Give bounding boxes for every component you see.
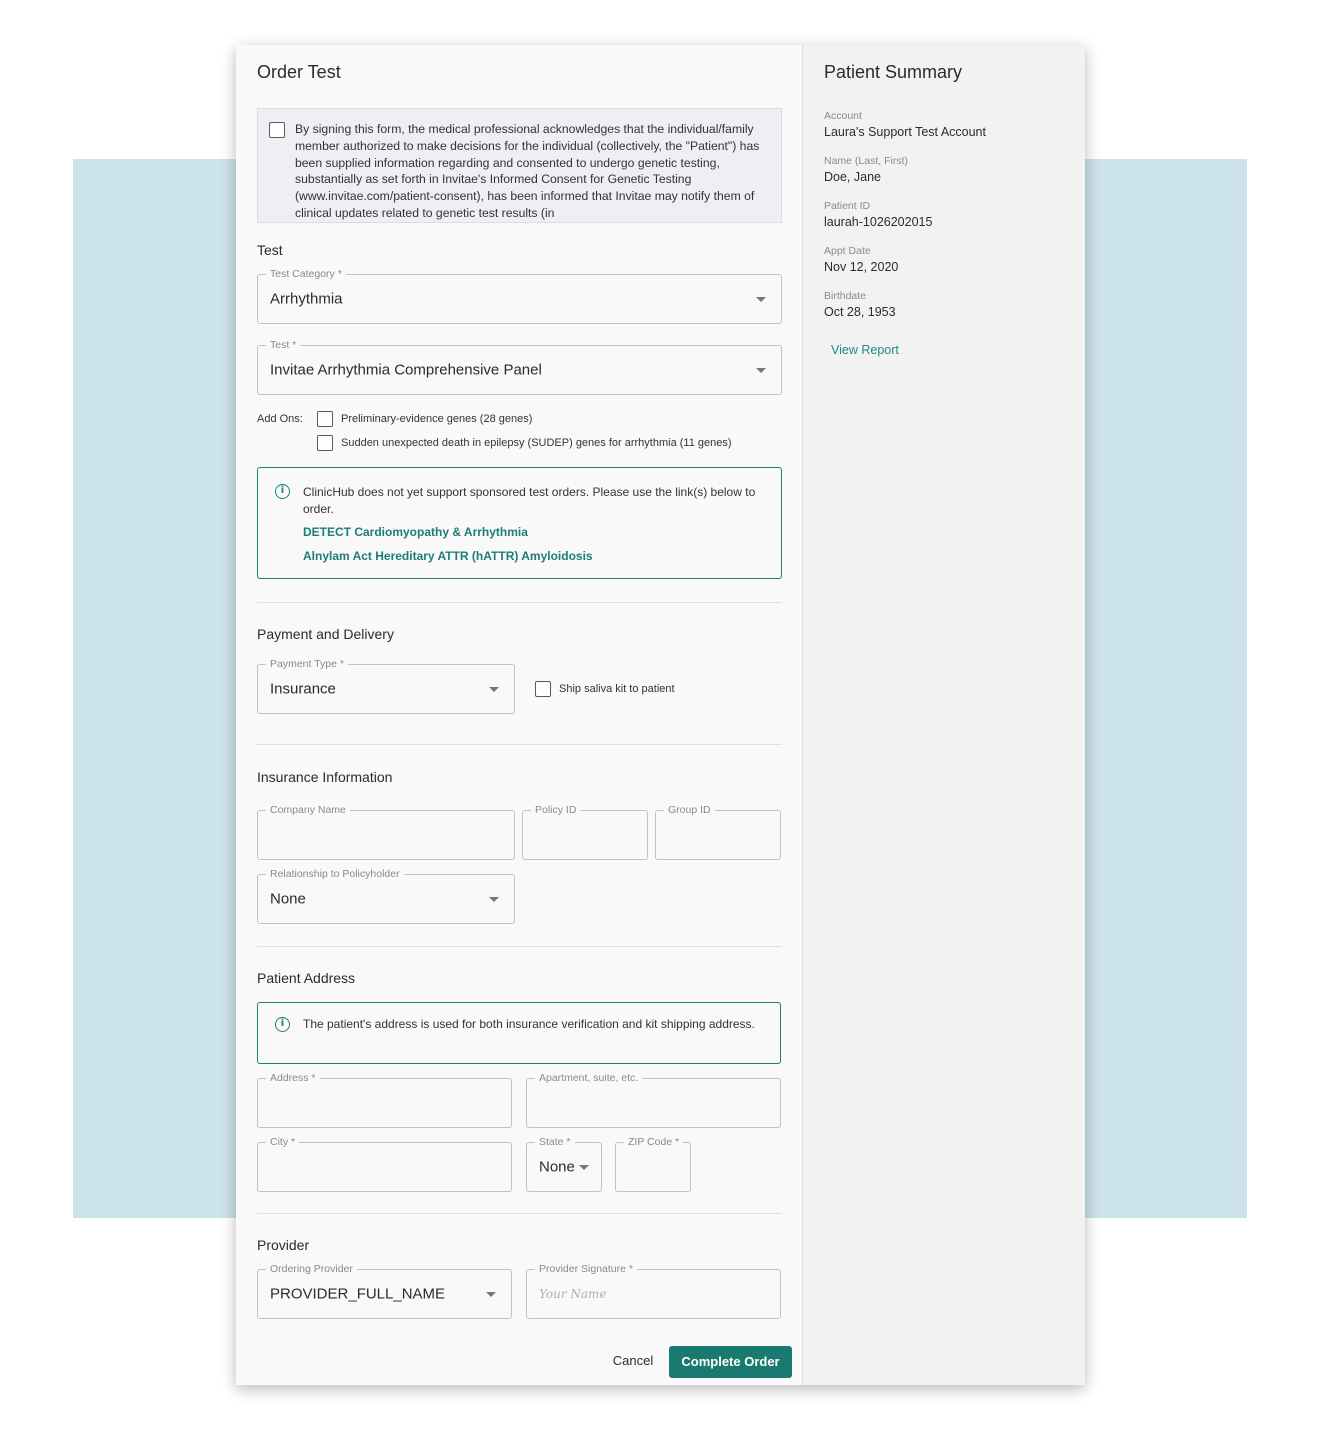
view-report-link[interactable]: View Report bbox=[831, 343, 899, 357]
policy-id-label: Policy ID bbox=[531, 803, 580, 817]
cancel-button[interactable]: Cancel bbox=[612, 1353, 654, 1368]
patient-id-value: laurah-1026202015 bbox=[824, 215, 933, 229]
info-message: ClinicHub does not yet support sponsored test orders. Please use the link(s) below to order. bbox=[303, 485, 756, 516]
chevron-down-icon bbox=[756, 297, 766, 302]
divider bbox=[257, 602, 782, 603]
payment-type-value: Insurance bbox=[270, 680, 336, 698]
company-name-label: Company Name bbox=[266, 803, 350, 817]
info-icon: i bbox=[275, 1017, 290, 1032]
apartment-input[interactable] bbox=[526, 1072, 781, 1128]
name-value: Doe, Jane bbox=[824, 170, 881, 184]
zip-label: ZIP Code * bbox=[624, 1135, 683, 1149]
patient-summary-panel bbox=[802, 45, 1085, 1385]
dialog-title: Order Test bbox=[257, 62, 341, 82]
insurance-section-title: Insurance Information bbox=[257, 769, 393, 785]
payment-section-title: Payment and Delivery bbox=[257, 626, 394, 642]
ordering-provider-label: Ordering Provider bbox=[266, 1262, 357, 1276]
test-category-label: Test Category * bbox=[266, 267, 346, 281]
city-input[interactable] bbox=[257, 1136, 512, 1192]
addon-checkbox-preliminary[interactable] bbox=[317, 411, 333, 427]
signature-placeholder: Your Name bbox=[539, 1287, 607, 1301]
detect-link[interactable]: DETECT Cardiomyopathy & Arrhythmia bbox=[303, 525, 528, 539]
relationship-select[interactable] bbox=[257, 868, 515, 924]
addon-label-preliminary: Preliminary-evidence genes (28 genes) bbox=[341, 413, 533, 425]
patient-id-label: Patient ID bbox=[824, 200, 871, 212]
address-input[interactable] bbox=[257, 1072, 512, 1128]
summary-title: Patient Summary bbox=[824, 62, 963, 82]
company-name-input[interactable] bbox=[257, 804, 515, 860]
state-select[interactable] bbox=[526, 1136, 602, 1192]
alnylam-link[interactable]: Alnylam Act Hereditary ATTR (hATTR) Amyloidosis bbox=[303, 549, 593, 563]
sponsored-test-info bbox=[257, 467, 782, 579]
test-select[interactable] bbox=[257, 339, 782, 395]
order-test-dialog bbox=[236, 45, 1085, 1385]
addon-label-sudep: Sudden unexpected death in epilepsy (SUDEP) genes for arrhythmia (11 genes) bbox=[341, 437, 732, 449]
chevron-down-icon bbox=[489, 687, 499, 692]
address-section-title: Patient Address bbox=[257, 970, 356, 986]
ship-kit-checkbox[interactable] bbox=[535, 681, 551, 697]
consent-box[interactable] bbox=[257, 108, 782, 223]
test-label: Test * bbox=[266, 338, 300, 352]
ship-kit-label: Ship saliva kit to patient bbox=[559, 683, 675, 695]
info-icon: i bbox=[275, 484, 290, 499]
payment-type-select[interactable] bbox=[257, 658, 515, 714]
birthdate-value: Oct 28, 1953 bbox=[824, 305, 896, 319]
test-category-value: Arrhythmia bbox=[270, 290, 343, 308]
test-category-select[interactable] bbox=[257, 268, 782, 324]
address-info bbox=[257, 1002, 781, 1064]
test-section-title: Test bbox=[257, 242, 283, 258]
relationship-label: Relationship to Policyholder bbox=[266, 867, 404, 881]
city-label: City * bbox=[266, 1135, 299, 1149]
account-label: Account bbox=[824, 110, 862, 122]
state-label: State * bbox=[535, 1135, 575, 1149]
provider-section-title: Provider bbox=[257, 1237, 310, 1253]
provider-signature-input[interactable] bbox=[526, 1263, 781, 1319]
complete-order-button[interactable]: Complete Order bbox=[669, 1346, 792, 1378]
ordering-provider-value: PROVIDER_FULL_NAME bbox=[270, 1285, 446, 1303]
policy-id-input[interactable] bbox=[522, 804, 648, 860]
name-label: Name (Last, First) bbox=[824, 155, 909, 167]
chevron-down-icon bbox=[486, 1292, 496, 1297]
apartment-label: Apartment, suite, etc. bbox=[535, 1071, 642, 1085]
state-value: None bbox=[539, 1158, 575, 1176]
divider bbox=[257, 946, 782, 947]
chevron-down-icon bbox=[489, 897, 499, 902]
address-label: Address * bbox=[266, 1071, 320, 1085]
payment-type-label: Payment Type * bbox=[266, 657, 348, 671]
appt-date-label: Appt Date bbox=[824, 245, 871, 257]
provider-signature-label: Provider Signature * bbox=[535, 1262, 637, 1276]
chevron-down-icon bbox=[756, 368, 766, 373]
relationship-value: None bbox=[270, 890, 306, 908]
address-info-message: The patient's address is used for both insurance verification and kit shipping address. bbox=[303, 1017, 755, 1031]
test-value: Invitae Arrhythmia Comprehensive Panel bbox=[270, 361, 542, 379]
chevron-down-icon bbox=[579, 1165, 589, 1170]
consent-checkbox[interactable] bbox=[269, 122, 285, 138]
addon-checkbox-sudep[interactable] bbox=[317, 435, 333, 451]
addons-label: Add Ons: bbox=[257, 413, 303, 425]
divider bbox=[257, 744, 782, 745]
birthdate-label: Birthdate bbox=[824, 290, 867, 302]
account-value: Laura's Support Test Account bbox=[824, 125, 986, 139]
ordering-provider-select[interactable] bbox=[257, 1263, 512, 1319]
divider bbox=[257, 1213, 782, 1214]
consent-text: By signing this form, the medical professional acknowledges that the individual/family member authorized to make decisions for the individual (collectively, the "Patient") has been supplied information regarding and consented to undergo genetic testing, substantially as set forth in Invitae's Informed Consent for Genetic Testing (www.invitae.com/patient-consent), has been informed that Invitae may notify them of clinical updates related to genetic test results (in bbox=[295, 122, 760, 220]
zip-input[interactable] bbox=[615, 1136, 691, 1192]
group-id-label: Group ID bbox=[664, 803, 715, 817]
appt-date-value: Nov 12, 2020 bbox=[824, 260, 899, 274]
group-id-input[interactable] bbox=[655, 804, 781, 860]
order-form bbox=[236, 45, 802, 1385]
